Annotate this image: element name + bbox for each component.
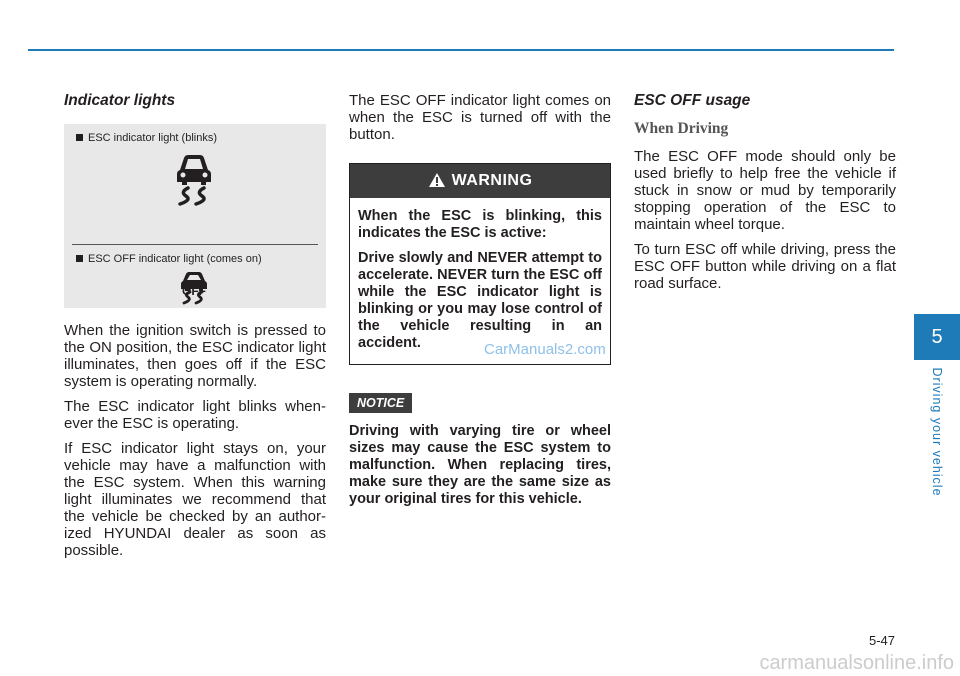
paragraph: When the ignition switch is pressed to the ON position, the ESC indicator light illuminates, then goes off if the ESC system is operating normally. [64,322,326,390]
figure-caption-1 [76,132,217,144]
notice-badge: NOTICE [349,393,412,413]
warning-title: WARNING [451,172,533,189]
esc-skid-icon [168,152,220,206]
chapter-tab[interactable]: 5 [914,314,960,360]
indicator-lights-column [64,92,326,567]
figure-caption-2 [76,253,262,265]
footer-site-mark: carmanualsonline.info [759,652,954,674]
warning-box [349,163,611,365]
warning-body [350,198,610,364]
paragraph: The ESC OFF mode should only be used briefly to help free the vehicle if stuck in snow or mud by temporarily stopping operation of the ESC to maintain wheel torque. [634,148,896,233]
page-number: 5-47 [868,633,895,648]
notice-text: Driving with varying tire or wheel sizes may cause the ESC system to malfunction. When replacing tires, make sure they are the same size as your original tires for this vehicle. [349,423,611,507]
warning-triangle-icon [428,172,446,188]
esc-off-label: OFF [182,284,206,298]
figure-caption-2-text: ESC OFF indicator light (comes on) [88,253,262,265]
indicator-lights-heading: Indicator lights [64,92,176,109]
bullet-square-icon [76,255,83,262]
when-driving-subheading: When Driving [634,120,729,137]
warning-header [350,164,610,198]
warning-paragraph: Drive slowly and NEVER attempt to accelerate. NEVER turn the ESC off while the ESC indicator light is blinking or you may lose control of the vehicle resulting in an accident. [358,250,602,351]
paragraph: The ESC indicator light blinks when- ever the ESC is operating. [64,398,326,432]
header-rule [28,49,894,51]
warning-paragraph: When the ESC is blinking, this indicates the ESC is active: [358,208,602,241]
esc-off-usage-heading: ESC OFF usage [634,92,751,109]
chapter-title: Driving your vehicle [930,367,944,497]
figure-divider [72,244,318,245]
paragraph: If ESC indicator light stays on, your vehicle may have a malfunction with the ESC system. When this warning light illuminates we recommend that the vehicle be checked by an author- ized HYUNDAI dealer as soon as possible. [64,440,326,559]
esc-off-intro: The ESC OFF indicator light comes on when the ESC is turned off with the button. [349,92,611,143]
indicator-figure [64,124,326,308]
paragraph: To turn ESC off while driving, press the ESC OFF button while driving on a flat road surface. [634,241,896,292]
bullet-square-icon [76,134,83,141]
esc-off-usage-column [634,92,896,300]
watermark: CarManuals2.com [484,341,606,358]
middle-column [349,92,611,508]
figure-caption-1-text: ESC indicator light (blinks) [88,132,217,144]
